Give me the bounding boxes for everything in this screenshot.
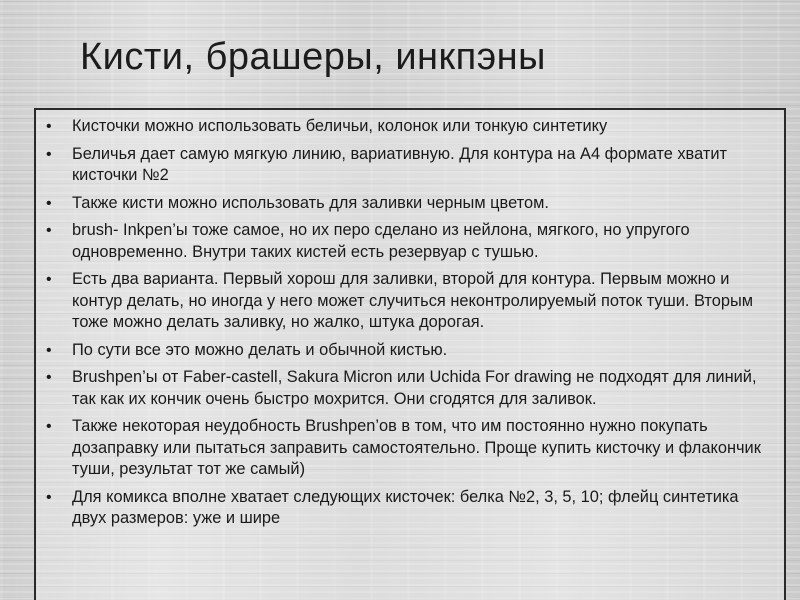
content-box (34, 108, 786, 600)
bullet-text: Также некоторая неудобность Brushpen’ов в том, что им постоянно нужно покупать дозаправку или пытаться заправить самостоятельно. Проще купить кисточку и флакончик туши, результат тот же самый) (72, 417, 761, 478)
bullet-icon: • (46, 194, 52, 212)
bullet-item (36, 367, 770, 410)
bullet-icon: • (46, 418, 52, 435)
bullet-item (36, 269, 770, 334)
bullet-icon: • (46, 145, 52, 163)
bullet-icon: • (46, 271, 52, 288)
bullet-item (36, 416, 770, 481)
bullet-icon: • (46, 369, 52, 386)
bullet-text: Brushpen’ы от Faber-castell, Sakura Micron или Uchida For drawing не подходят для линий, так как их кончик очень быстро мохрится. Они сгодятся для заливок. (72, 368, 757, 408)
slide-title: Кисти, брашеры, инкпэны (80, 36, 546, 78)
bullet-icon: • (46, 341, 52, 359)
bullet-text: Кисточки можно использовать беличьи, колонок или тонкую синтетику (72, 117, 608, 135)
bullet-list (36, 110, 784, 530)
bullet-icon: • (46, 118, 52, 135)
bullet-item (36, 487, 770, 530)
bullet-item (36, 116, 770, 138)
bullet-text: По сути все это можно делать и обычной кистью. (72, 340, 448, 359)
bullet-text: Для комикса вполне хватает следующих кисточек: белка №2, 3, 5, 10; флейц синтетика двух размеров: уже и шире (72, 487, 739, 527)
bullet-text: Также кисти можно использовать для заливки черным цветом. (72, 193, 549, 212)
bullet-item (36, 144, 770, 187)
bullet-icon: • (46, 222, 52, 239)
bullet-text: Беличья дает самую мягкую линию, вариативную. Для контура на А4 формате хватит кисточки №2 (72, 144, 728, 184)
bullet-text: Есть два варианта. Первый хорош для заливки, второй для контура. Первым можно и контур делать, но иногда у него может случиться неконтролируемый поток туши. Вторым тоже можно делать заливку, но жалко, штука дорогая. (72, 270, 754, 331)
bullet-icon: • (46, 488, 52, 506)
bullet-item (36, 220, 770, 263)
bullet-item (36, 340, 770, 362)
bullet-text: brush- Inkpen’ы тоже самое, но их перо сделано из нейлона, мягкого, но упругого одновременно. Внутри таких кистей есть резервуар с тушью. (72, 221, 690, 261)
bullet-item (36, 193, 770, 215)
